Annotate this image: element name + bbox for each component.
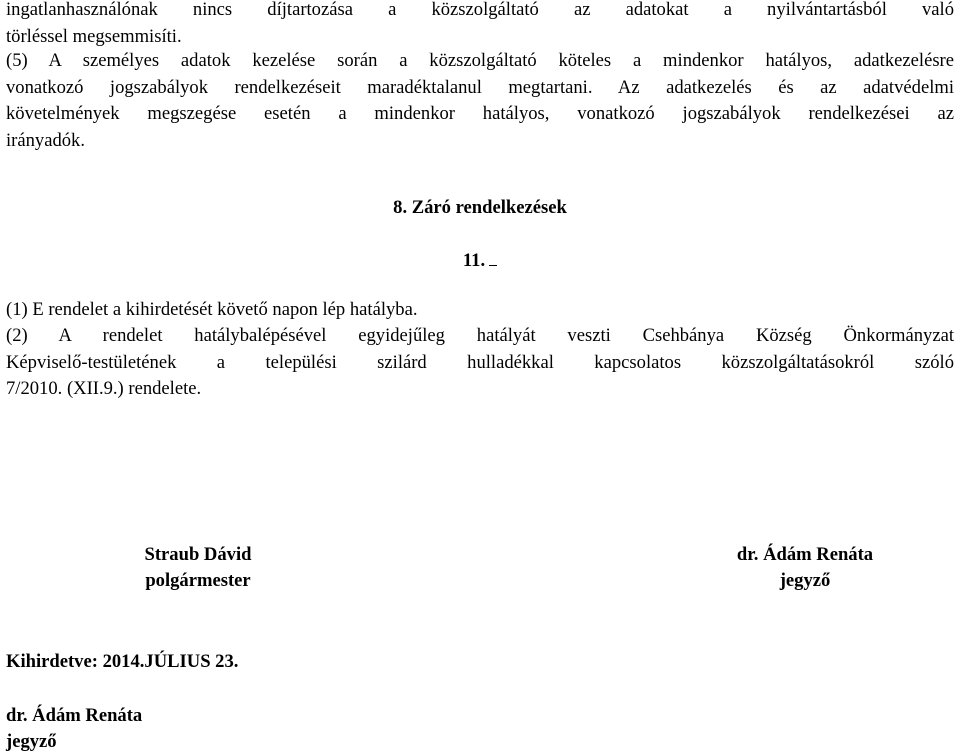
paragraph-1 <box>6 297 954 324</box>
signature-right-name: dr. Ádám Renáta <box>736 544 874 565</box>
article-number-text: 11. <box>462 250 486 271</box>
section-title: 8. Záró rendelkezések <box>393 197 567 218</box>
paragraph-continuation <box>6 0 954 50</box>
paragraph-line: 7/2010. (XII.9.) rendelete. <box>6 378 202 399</box>
paragraph-line: (1) E rendelet a kihirdetését követő napon lép hatályba. <box>6 299 418 320</box>
signature-right <box>700 542 910 594</box>
paragraph-line: törléssel megsemmisíti. <box>6 25 182 47</box>
signature-right-title: jegyző <box>779 570 831 591</box>
paragraph-2 <box>6 323 954 403</box>
paragraph-line: irányadók. <box>6 129 85 151</box>
promulgation-date: Kihirdetve: 2014.JÚLIUS 23. <box>6 651 239 672</box>
paragraph-line: (5) A személyes adatok kezelése során a közszolgáltató köteles a mindenkor hatályos, adatkezelésre <box>6 50 954 71</box>
footer-title: jegyző <box>6 731 57 752</box>
footer-name: dr. Ádám Renáta <box>6 705 143 726</box>
paragraph-line: követelmények megszegése esetén a mindenkor hatályos, vonatkozó jogszabályok rendelkezései az <box>6 103 954 124</box>
signature-left <box>118 542 278 594</box>
paragraph-line: (2) A rendelet hatálybalépésével egyidejűleg hatályát veszti Csehbánya Község Önkormányzat <box>6 325 954 346</box>
paragraph-line: vonatkozó jogszabályok rendelkezéseit maradéktalanul megtartani. Az adatkezelés és az adatvédelmi <box>6 76 954 98</box>
signature-left-name: Straub Dávid <box>144 544 252 565</box>
paragraph-line: Képviselő-testületének a települési szilárd hulladékkal kapcsolatos közszolgáltatásokról szóló <box>6 351 954 373</box>
article-number <box>0 248 960 274</box>
paragraph-line: ingatlanhasználónak nincs díjtartozása a közszolgáltató az adatokat a nyilvántartásból való <box>6 0 954 20</box>
signature-left-title: polgármester <box>145 570 251 591</box>
anchor-mark <box>489 253 497 266</box>
paragraph-5 <box>6 48 954 154</box>
footer-signature <box>6 703 306 755</box>
